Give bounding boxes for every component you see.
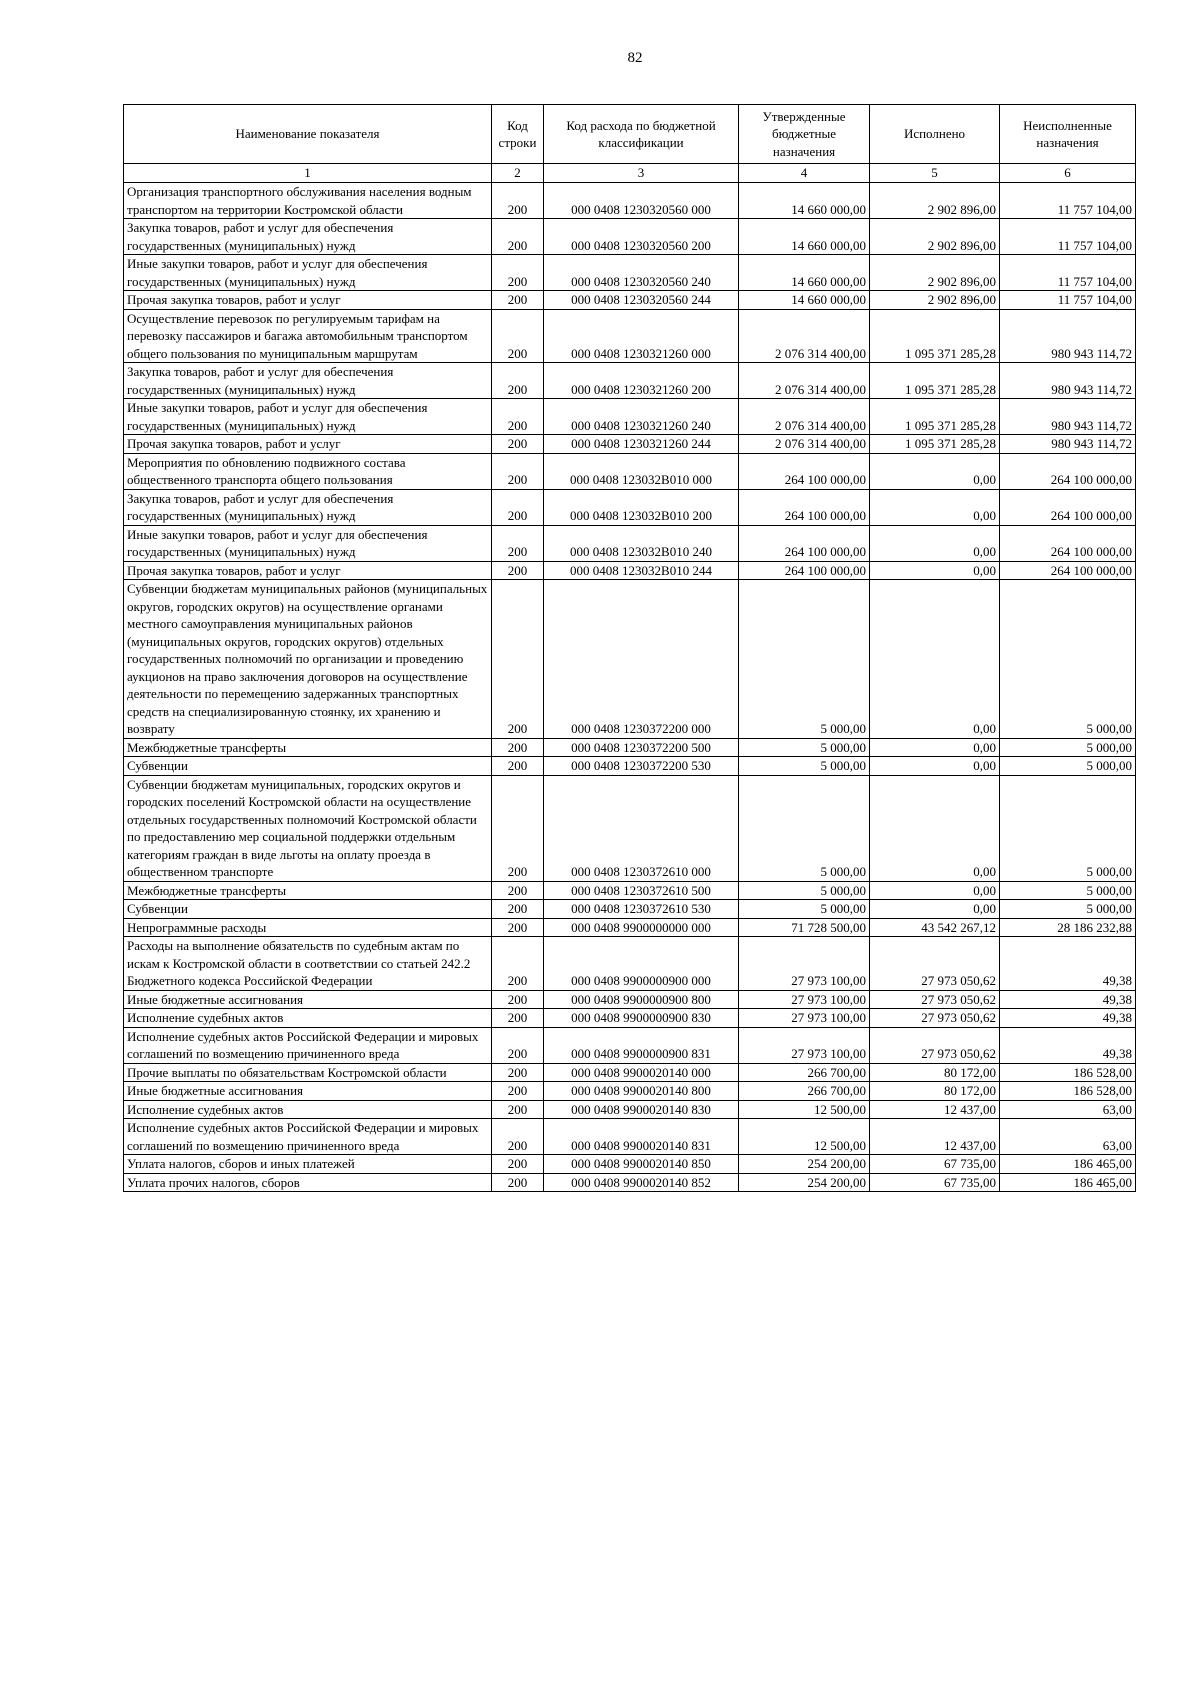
- table-row: [124, 738, 1136, 757]
- row-executed: 2 902 896,00: [870, 219, 1000, 255]
- row-line-code: 200: [492, 309, 544, 363]
- row-approved: 12 500,00: [739, 1100, 870, 1119]
- row-approved: 264 100 000,00: [739, 561, 870, 580]
- row-executed: 2 902 896,00: [870, 183, 1000, 219]
- row-name: Мероприятия по обновлению подвижного состава общественного транспорта общего пользования: [124, 453, 492, 489]
- row-expense-code: 000 0408 1230321260 200: [544, 363, 739, 399]
- row-approved: 14 660 000,00: [739, 219, 870, 255]
- row-approved: 5 000,00: [739, 900, 870, 919]
- row-name: Прочая закупка товаров, работ и услуг: [124, 291, 492, 310]
- row-executed: 1 095 371 285,28: [870, 309, 1000, 363]
- row-approved: 2 076 314 400,00: [739, 435, 870, 454]
- row-name: Прочие выплаты по обязательствам Костромской области: [124, 1063, 492, 1082]
- row-executed: 1 095 371 285,28: [870, 399, 1000, 435]
- row-expense-code: 000 0408 1230372610 000: [544, 775, 739, 881]
- table-row: [124, 1027, 1136, 1063]
- row-line-code: 200: [492, 580, 544, 739]
- row-name: Иные закупки товаров, работ и услуг для обеспечения государственных (муниципальных) нужд: [124, 255, 492, 291]
- row-unexecuted: 980 943 114,72: [1000, 435, 1136, 454]
- row-expense-code: 000 0408 9900000900 000: [544, 937, 739, 991]
- row-approved: 266 700,00: [739, 1082, 870, 1101]
- row-name: Иные закупки товаров, работ и услуг для обеспечения государственных (муниципальных) нужд: [124, 525, 492, 561]
- row-expense-code: 000 0408 1230320560 000: [544, 183, 739, 219]
- column-number: 3: [544, 164, 739, 183]
- row-line-code: 200: [492, 183, 544, 219]
- row-name: Субвенции: [124, 757, 492, 776]
- row-expense-code: 000 0408 9900000900 831: [544, 1027, 739, 1063]
- column-number-row: [124, 164, 1136, 183]
- table-row: [124, 881, 1136, 900]
- row-line-code: 200: [492, 291, 544, 310]
- row-expense-code: 000 0408 1230320560 200: [544, 219, 739, 255]
- row-executed: 0,00: [870, 900, 1000, 919]
- row-name: Исполнение судебных актов: [124, 1100, 492, 1119]
- row-approved: 27 973 100,00: [739, 990, 870, 1009]
- row-unexecuted: 264 100 000,00: [1000, 525, 1136, 561]
- row-approved: 266 700,00: [739, 1063, 870, 1082]
- table-row: [124, 363, 1136, 399]
- row-executed: 12 437,00: [870, 1119, 1000, 1155]
- table-row: [124, 219, 1136, 255]
- table-row: [124, 309, 1136, 363]
- header-row: [124, 105, 1136, 164]
- row-approved: 264 100 000,00: [739, 453, 870, 489]
- table-row: [124, 291, 1136, 310]
- row-line-code: 200: [492, 399, 544, 435]
- row-unexecuted: 5 000,00: [1000, 738, 1136, 757]
- row-line-code: 200: [492, 363, 544, 399]
- row-unexecuted: 5 000,00: [1000, 580, 1136, 739]
- row-executed: 27 973 050,62: [870, 937, 1000, 991]
- row-approved: 5 000,00: [739, 757, 870, 776]
- row-unexecuted: 186 465,00: [1000, 1155, 1136, 1174]
- row-approved: 12 500,00: [739, 1119, 870, 1155]
- row-unexecuted: 5 000,00: [1000, 900, 1136, 919]
- row-executed: 0,00: [870, 881, 1000, 900]
- row-executed: 27 973 050,62: [870, 1009, 1000, 1028]
- row-executed: 43 542 267,12: [870, 918, 1000, 937]
- row-unexecuted: 11 757 104,00: [1000, 255, 1136, 291]
- row-approved: 254 200,00: [739, 1173, 870, 1192]
- row-executed: 80 172,00: [870, 1082, 1000, 1101]
- page-number: 82: [627, 50, 643, 66]
- table-row: [124, 489, 1136, 525]
- row-expense-code: 000 0408 123032B010 240: [544, 525, 739, 561]
- row-name: Закупка товаров, работ и услуг для обеспечения государственных (муниципальных) нужд: [124, 363, 492, 399]
- row-approved: 264 100 000,00: [739, 525, 870, 561]
- row-executed: 2 902 896,00: [870, 255, 1000, 291]
- row-executed: 67 735,00: [870, 1155, 1000, 1174]
- row-executed: 67 735,00: [870, 1173, 1000, 1192]
- row-unexecuted: 11 757 104,00: [1000, 219, 1136, 255]
- table-row: [124, 580, 1136, 739]
- row-unexecuted: 49,38: [1000, 990, 1136, 1009]
- row-approved: 5 000,00: [739, 881, 870, 900]
- row-unexecuted: 980 943 114,72: [1000, 309, 1136, 363]
- row-approved: 14 660 000,00: [739, 183, 870, 219]
- column-number: 1: [124, 164, 492, 183]
- row-name: Осуществление перевозок по регулируемым тарифам на перевозку пассажиров и багажа автомобильным транспортом общего пользования по муниципальным маршрутам: [124, 309, 492, 363]
- table-row: [124, 1155, 1136, 1174]
- row-expense-code: 000 0408 1230372200 500: [544, 738, 739, 757]
- row-unexecuted: 49,38: [1000, 1009, 1136, 1028]
- row-expense-code: 000 0408 1230321260 244: [544, 435, 739, 454]
- header-line-code: Код строки: [492, 105, 544, 164]
- row-unexecuted: 264 100 000,00: [1000, 453, 1136, 489]
- row-expense-code: 000 0408 1230320560 244: [544, 291, 739, 310]
- row-approved: 254 200,00: [739, 1155, 870, 1174]
- row-expense-code: 000 0408 9900020140 800: [544, 1082, 739, 1101]
- table-row: [124, 775, 1136, 881]
- row-name: Субвенции: [124, 900, 492, 919]
- table-row: [124, 399, 1136, 435]
- row-expense-code: 000 0408 123032B010 244: [544, 561, 739, 580]
- row-executed: 0,00: [870, 580, 1000, 739]
- row-executed: 27 973 050,62: [870, 990, 1000, 1009]
- row-expense-code: 000 0408 1230321260 000: [544, 309, 739, 363]
- row-expense-code: 000 0408 1230320560 240: [544, 255, 739, 291]
- row-executed: 80 172,00: [870, 1063, 1000, 1082]
- table-row: [124, 525, 1136, 561]
- row-unexecuted: 186 465,00: [1000, 1173, 1136, 1192]
- row-expense-code: 000 0408 9900000900 830: [544, 1009, 739, 1028]
- table-row: [124, 453, 1136, 489]
- row-unexecuted: 63,00: [1000, 1100, 1136, 1119]
- row-executed: 1 095 371 285,28: [870, 435, 1000, 454]
- row-approved: 2 076 314 400,00: [739, 399, 870, 435]
- row-approved: 2 076 314 400,00: [739, 309, 870, 363]
- column-number: 5: [870, 164, 1000, 183]
- row-line-code: 200: [492, 1100, 544, 1119]
- row-name: Расходы на выполнение обязательств по судебным актам по искам к Костромской области в соответствии со статьей 242.2 Бюджетного кодекса Российской Федерации: [124, 937, 492, 991]
- header-unexecuted: Неисполненные назначения: [1000, 105, 1136, 164]
- row-name: Иные бюджетные ассигнования: [124, 1082, 492, 1101]
- row-approved: 5 000,00: [739, 738, 870, 757]
- table-row: [124, 1173, 1136, 1192]
- table-row: [124, 900, 1136, 919]
- row-line-code: 200: [492, 1063, 544, 1082]
- row-line-code: 200: [492, 561, 544, 580]
- row-approved: 14 660 000,00: [739, 255, 870, 291]
- table-row: [124, 918, 1136, 937]
- row-line-code: 200: [492, 918, 544, 937]
- row-executed: 27 973 050,62: [870, 1027, 1000, 1063]
- row-expense-code: 000 0408 9900020140 831: [544, 1119, 739, 1155]
- row-unexecuted: 5 000,00: [1000, 881, 1136, 900]
- row-unexecuted: 980 943 114,72: [1000, 399, 1136, 435]
- row-name: Межбюджетные трансферты: [124, 738, 492, 757]
- row-line-code: 200: [492, 775, 544, 881]
- row-name: Исполнение судебных актов Российской Федерации и мировых соглашений по возмещению причиненного вреда: [124, 1027, 492, 1063]
- table-row: [124, 990, 1136, 1009]
- header-name: Наименование показателя: [124, 105, 492, 164]
- row-line-code: 200: [492, 525, 544, 561]
- row-expense-code: 000 0408 1230372610 530: [544, 900, 739, 919]
- row-line-code: 200: [492, 881, 544, 900]
- table-row: [124, 435, 1136, 454]
- row-line-code: 200: [492, 1155, 544, 1174]
- row-expense-code: 000 0408 9900020140 850: [544, 1155, 739, 1174]
- row-expense-code: 000 0408 1230372610 500: [544, 881, 739, 900]
- row-unexecuted: 980 943 114,72: [1000, 363, 1136, 399]
- row-line-code: 200: [492, 937, 544, 991]
- row-line-code: 200: [492, 255, 544, 291]
- row-expense-code: 000 0408 123032B010 200: [544, 489, 739, 525]
- row-name: Межбюджетные трансферты: [124, 881, 492, 900]
- row-approved: 71 728 500,00: [739, 918, 870, 937]
- header-executed: Исполнено: [870, 105, 1000, 164]
- row-name: Иные закупки товаров, работ и услуг для обеспечения государственных (муниципальных) нужд: [124, 399, 492, 435]
- row-expense-code: 000 0408 9900020140 852: [544, 1173, 739, 1192]
- row-name: Субвенции бюджетам муниципальных, городских округов и городских поселений Костромской области на осуществление отдельных государственных полномочий Костромской области по предоставлению мер социальной поддержки отдельным категориям граждан в виде льготы на оплату проезда в общественном транспорте: [124, 775, 492, 881]
- row-name: Иные бюджетные ассигнования: [124, 990, 492, 1009]
- table-row: [124, 561, 1136, 580]
- row-executed: 0,00: [870, 453, 1000, 489]
- row-line-code: 200: [492, 1027, 544, 1063]
- row-line-code: 200: [492, 1082, 544, 1101]
- row-executed: 0,00: [870, 757, 1000, 776]
- row-executed: 0,00: [870, 525, 1000, 561]
- row-approved: 27 973 100,00: [739, 1009, 870, 1028]
- header-expense-code: Код расхода по бюджетной классификации: [544, 105, 739, 164]
- row-executed: 0,00: [870, 561, 1000, 580]
- row-unexecuted: 49,38: [1000, 937, 1136, 991]
- row-unexecuted: 11 757 104,00: [1000, 291, 1136, 310]
- row-line-code: 200: [492, 1173, 544, 1192]
- row-name: Непрограммные расходы: [124, 918, 492, 937]
- row-expense-code: 000 0408 9900000000 000: [544, 918, 739, 937]
- row-expense-code: 000 0408 1230372200 000: [544, 580, 739, 739]
- table-row: [124, 1100, 1136, 1119]
- row-executed: 0,00: [870, 489, 1000, 525]
- row-expense-code: 000 0408 9900000900 800: [544, 990, 739, 1009]
- row-unexecuted: 5 000,00: [1000, 757, 1136, 776]
- row-unexecuted: 186 528,00: [1000, 1063, 1136, 1082]
- table-row: [124, 1009, 1136, 1028]
- row-unexecuted: 264 100 000,00: [1000, 489, 1136, 525]
- row-name: Организация транспортного обслуживания населения водным транспортом на территории Костромской области: [124, 183, 492, 219]
- table-row: [124, 937, 1136, 991]
- row-approved: 27 973 100,00: [739, 937, 870, 991]
- row-expense-code: 000 0408 9900020140 830: [544, 1100, 739, 1119]
- row-name: Исполнение судебных актов: [124, 1009, 492, 1028]
- row-line-code: 200: [492, 900, 544, 919]
- row-unexecuted: 264 100 000,00: [1000, 561, 1136, 580]
- row-executed: 1 095 371 285,28: [870, 363, 1000, 399]
- row-line-code: 200: [492, 489, 544, 525]
- row-unexecuted: 63,00: [1000, 1119, 1136, 1155]
- row-name: Закупка товаров, работ и услуг для обеспечения государственных (муниципальных) нужд: [124, 489, 492, 525]
- table-row: [124, 183, 1136, 219]
- row-name: Уплата налогов, сборов и иных платежей: [124, 1155, 492, 1174]
- row-approved: 5 000,00: [739, 580, 870, 739]
- table-row: [124, 1119, 1136, 1155]
- budget-execution-table: [123, 104, 1136, 1192]
- row-line-code: 200: [492, 757, 544, 776]
- header-approved: Утвержденные бюджетные назначения: [739, 105, 870, 164]
- row-unexecuted: 28 186 232,88: [1000, 918, 1136, 937]
- row-line-code: 200: [492, 1119, 544, 1155]
- row-approved: 264 100 000,00: [739, 489, 870, 525]
- row-expense-code: 000 0408 9900020140 000: [544, 1063, 739, 1082]
- row-line-code: 200: [492, 738, 544, 757]
- table-row: [124, 1082, 1136, 1101]
- row-approved: 5 000,00: [739, 775, 870, 881]
- row-name: Прочая закупка товаров, работ и услуг: [124, 561, 492, 580]
- row-unexecuted: 11 757 104,00: [1000, 183, 1136, 219]
- row-line-code: 200: [492, 1009, 544, 1028]
- row-approved: 2 076 314 400,00: [739, 363, 870, 399]
- row-executed: 0,00: [870, 738, 1000, 757]
- row-expense-code: 000 0408 123032B010 000: [544, 453, 739, 489]
- column-number: 4: [739, 164, 870, 183]
- row-approved: 27 973 100,00: [739, 1027, 870, 1063]
- row-name: Уплата прочих налогов, сборов: [124, 1173, 492, 1192]
- row-approved: 14 660 000,00: [739, 291, 870, 310]
- row-line-code: 200: [492, 453, 544, 489]
- row-unexecuted: 49,38: [1000, 1027, 1136, 1063]
- row-executed: 0,00: [870, 775, 1000, 881]
- table-row: [124, 1063, 1136, 1082]
- row-name: Закупка товаров, работ и услуг для обеспечения государственных (муниципальных) нужд: [124, 219, 492, 255]
- table-row: [124, 255, 1136, 291]
- row-executed: 2 902 896,00: [870, 291, 1000, 310]
- row-name: Субвенции бюджетам муниципальных районов (муниципальных округов, городских округов) на осуществление органами местного самоуправления муниципальных районов (муниципальных округов, городских округов) отдельных государственных полномочий по организации и проведению аукционов на право заключения договоров на осуществление деятельности по перемещению задержанных транспортных средств на специализированную стоянку, их хранению и возврату: [124, 580, 492, 739]
- row-expense-code: 000 0408 1230372200 530: [544, 757, 739, 776]
- row-expense-code: 000 0408 1230321260 240: [544, 399, 739, 435]
- column-number: 2: [492, 164, 544, 183]
- column-number: 6: [1000, 164, 1136, 183]
- row-unexecuted: 186 528,00: [1000, 1082, 1136, 1101]
- row-line-code: 200: [492, 219, 544, 255]
- row-name: Прочая закупка товаров, работ и услуг: [124, 435, 492, 454]
- table-row: [124, 757, 1136, 776]
- row-line-code: 200: [492, 990, 544, 1009]
- row-line-code: 200: [492, 435, 544, 454]
- row-name: Исполнение судебных актов Российской Федерации и мировых соглашений по возмещению причиненного вреда: [124, 1119, 492, 1155]
- row-unexecuted: 5 000,00: [1000, 775, 1136, 881]
- row-executed: 12 437,00: [870, 1100, 1000, 1119]
